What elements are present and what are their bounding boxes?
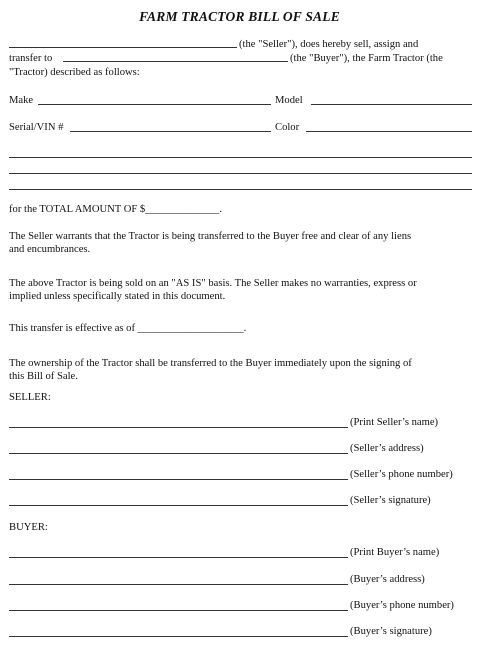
buyer-address-blank [9,584,348,585]
seller-clause: (the "Seller"), does hereby sell, assign and [239,39,419,50]
effective-date-blank: ____________________. [137,323,247,334]
seller-signature-row [9,495,479,509]
seller-phone-row [9,469,479,483]
ownership-line-2: this Bill of Sale. [9,371,78,382]
description-line-2 [9,173,472,174]
make-blank [38,104,271,105]
total-amount-label [9,203,222,216]
seller-signature-label: (Seller’s signature) [350,495,431,506]
seller-phone-label: (Seller’s phone number) [350,469,453,480]
seller-signature-blank [9,505,348,506]
seller-address-row [9,443,479,457]
warranty-line-1: The Seller warrants that the Tractor is being transferred to the Buyer free and clear of any liens [9,231,412,242]
total-amount-blank: ______________. [145,204,222,215]
buyer-address-row [9,574,479,588]
serial-label: Serial/VIN # [9,122,64,133]
seller-heading: SELLER: [9,392,51,403]
buyer-print-name-label: (Print Buyer’s name) [350,547,440,558]
seller-print-name-blank [9,427,348,428]
buyer-print-name-blank [9,557,348,558]
seller-phone-blank [9,479,348,480]
intro-line-3: "Tractor) described as follows: [9,67,140,78]
color-blank [306,131,472,132]
buyer-clause: (the "Buyer"), the Farm Tractor (the [290,53,443,64]
description-line-3 [9,189,472,190]
buyer-signature-label: (Buyer’s signature) [350,626,432,637]
serial-blank [70,131,271,132]
buyer-address-label: (Buyer’s address) [350,574,425,585]
document-title: FARM TRACTOR BILL OF SALE [139,9,340,24]
buyer-phone-blank [9,610,348,611]
seller-name-blank [9,47,237,48]
seller-print-name-row [9,417,479,431]
color-label: Color [275,122,300,133]
effective-date-line [9,322,246,335]
buyer-print-name-row [9,547,479,561]
buyer-signature-blank [9,636,348,637]
buyer-phone-row [9,600,479,614]
seller-address-blank [9,453,348,454]
model-blank [311,104,472,105]
buyer-phone-label: (Buyer’s phone number) [350,600,454,611]
make-label: Make [9,95,34,106]
as-is-line-1: The above Tractor is being sold on an "AS IS" basis. The Seller makes no warranties, express or [9,278,417,289]
buyer-heading: BUYER: [9,522,48,533]
model-label: Model [275,95,303,106]
effective-date-label: This transfer is effective as of [9,323,135,334]
transfer-to-label: transfer to [9,53,53,64]
seller-address-label: (Seller’s address) [350,443,424,454]
warranty-line-2: and encumbrances. [9,244,91,255]
buyer-signature-row [9,626,479,640]
description-line-1 [9,157,472,158]
as-is-line-2: implied unless specifically stated in this document. [9,291,226,302]
seller-print-name-label: (Print Seller’s name) [350,417,439,428]
buyer-name-blank [63,61,288,62]
ownership-line-1: The ownership of the Tractor shall be transferred to the Buyer immediately upon the signing of [9,358,412,369]
total-amount-text: for the TOTAL AMOUNT OF $ [9,204,146,215]
